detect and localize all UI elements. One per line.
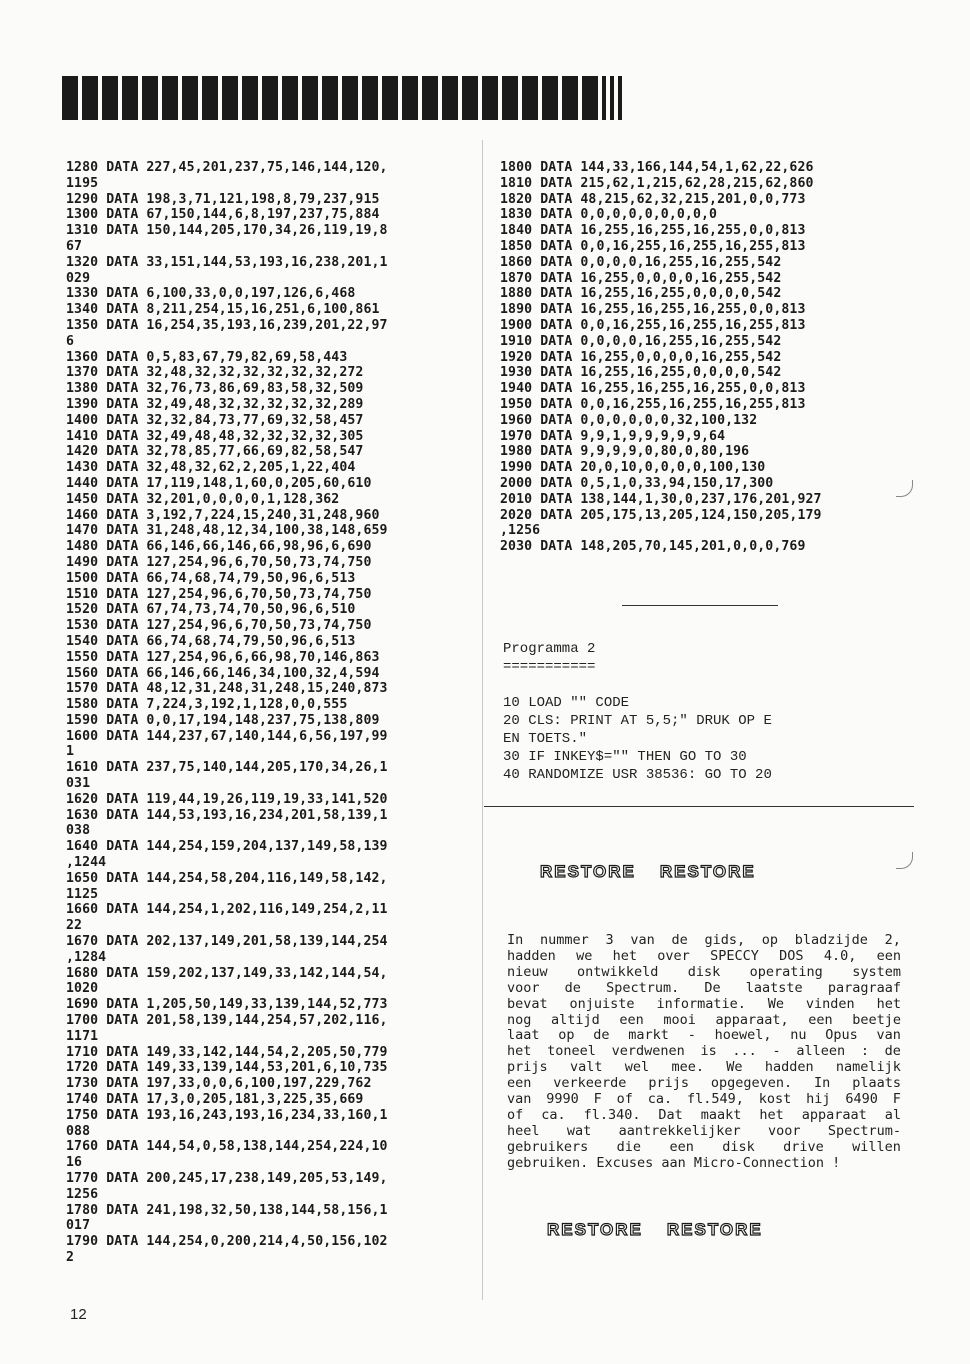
listing-line: 1810 DATA 215,62,1,215,62,28,215,62,860 <box>500 175 814 191</box>
article-line: heel wat aantrekkelijker voor Spectrum- <box>507 1122 901 1139</box>
header-block <box>182 76 198 120</box>
header-block <box>442 76 458 120</box>
restore-article-text <box>507 933 901 1172</box>
programma-2-underline: =========== <box>503 659 596 675</box>
listing-line: 1610 DATA 237,75,140,144,205,170,34,26,1 <box>66 760 388 776</box>
listing-line: 1820 DATA 48,215,62,32,215,201,0,0,773 <box>500 191 806 207</box>
listing-line: 1350 DATA 16,254,35,193,16,239,201,22,97 <box>66 317 388 333</box>
heading-word: RESTORE <box>666 1220 763 1239</box>
listing-line: 1530 DATA 127,254,96,6,70,50,73,74,750 <box>66 618 372 634</box>
header-block <box>542 76 558 120</box>
header-block <box>362 76 378 120</box>
article-line: het toneel verdwenen is ... - alleen : de <box>507 1043 901 1060</box>
listing-line: 1580 DATA 7,224,3,192,1,128,0,0,555 <box>66 697 348 713</box>
listing-line: 1560 DATA 66,146,66,146,34,100,32,4,594 <box>66 665 380 681</box>
listing-line: 1370 DATA 32,48,32,32,32,32,32,32,272 <box>66 365 364 381</box>
header-block <box>102 76 118 120</box>
header-block <box>582 76 598 120</box>
article-line: gebruikers die een disk drive willen <box>507 1138 901 1155</box>
listing-line: 1550 DATA 127,254,96,6,66,98,70,146,863 <box>66 649 380 665</box>
listing-line: 1590 DATA 0,0,17,194,148,237,75,138,809 <box>66 712 380 728</box>
listing-line: 1700 DATA 201,58,139,144,254,57,202,116, <box>66 1013 388 1029</box>
listing-line: ,1256 <box>500 523 541 539</box>
listing-line: 1670 DATA 202,137,149,201,58,139,144,254 <box>66 934 388 950</box>
heading-word: RESTORE <box>659 862 756 881</box>
listing-line: 2 <box>66 1249 75 1265</box>
header-block <box>142 76 158 120</box>
listing-line: 1320 DATA 33,151,144,53,193,16,238,201,1 <box>66 254 388 270</box>
listing-line: 1620 DATA 119,44,19,26,119,19,33,141,520 <box>66 791 388 807</box>
listing-line: 1290 DATA 198,3,71,121,198,8,79,237,915 <box>66 191 380 207</box>
header-block <box>602 76 606 120</box>
listing-line: 1310 DATA 150,144,205,170,34,26,119,19,8 <box>66 223 388 239</box>
listing-line: 1860 DATA 0,0,0,0,16,255,16,255,542 <box>500 254 782 270</box>
page-number: 12 <box>70 1306 87 1323</box>
listing-line: 2010 DATA 138,144,1,30,0,237,176,201,927 <box>500 491 822 507</box>
listing-line: 1800 DATA 144,33,166,144,54,1,62,22,626 <box>500 160 814 175</box>
column-divider <box>482 140 483 1300</box>
listing-line: 1970 DATA 9,9,1,9,9,9,9,9,64 <box>500 428 726 444</box>
code-line: EN TOETS." <box>503 731 588 747</box>
listing-line: 1400 DATA 32,32,84,73,77,69,32,58,457 <box>66 412 364 428</box>
header-block <box>82 76 98 120</box>
article-line: nog altijd een mooi apparaat, een beetje <box>507 1011 901 1028</box>
listing-line: 017 <box>66 1218 91 1234</box>
listing-line: 1630 DATA 144,53,193,16,234,201,58,139,1 <box>66 807 388 823</box>
listing-line: 1330 DATA 6,100,33,0,0,197,126,6,468 <box>66 286 356 302</box>
restore-heading-top <box>528 862 768 882</box>
header-block <box>262 76 278 120</box>
listing-line: 1840 DATA 16,255,16,255,16,255,0,0,813 <box>500 223 806 239</box>
article-line: gebruiken. Excuses aan Micro-Connection ! <box>507 1154 841 1171</box>
listing-line: 1280 DATA 227,45,201,237,75,146,144,120, <box>66 160 388 175</box>
listing-line: 1910 DATA 0,0,0,0,16,255,16,255,542 <box>500 333 782 349</box>
header-block <box>322 76 338 120</box>
programma-2-block <box>503 640 772 784</box>
header-block <box>282 76 298 120</box>
header-decorative-bar <box>62 76 682 120</box>
listing-line: 1680 DATA 159,202,137,149,33,142,144,54, <box>66 965 388 981</box>
listing-line: 1390 DATA 32,49,48,32,32,32,32,32,289 <box>66 396 364 412</box>
header-block <box>502 76 518 120</box>
article-line: of ca. fl.340. Dat maakt het apparaat al <box>507 1106 901 1123</box>
listing-line: 1650 DATA 144,254,58,204,116,149,58,142, <box>66 870 388 886</box>
heading-word: RESTORE <box>547 1220 643 1239</box>
listing-line: 1520 DATA 67,74,73,74,70,50,96,6,510 <box>66 602 356 618</box>
article-line: voor de Spectrum. De laatste paragraaf <box>507 979 901 996</box>
listing-line: 1830 DATA 0,0,0,0,0,0,0,0,0 <box>500 207 718 223</box>
code-line: 10 LOAD "" CODE <box>503 695 630 711</box>
header-block <box>342 76 358 120</box>
listing-line: 1920 DATA 16,255,0,0,0,0,16,255,542 <box>500 349 782 365</box>
listing-line: 031 <box>66 776 91 792</box>
header-block <box>242 76 258 120</box>
header-block <box>122 76 138 120</box>
listing-line: 1256 <box>66 1186 99 1202</box>
listing-line: 1171 <box>66 1028 99 1044</box>
listing-line: 1780 DATA 241,198,32,50,138,144,58,156,1 <box>66 1202 388 1218</box>
listing-line: 1 <box>66 744 75 760</box>
listing-line: 029 <box>66 270 91 286</box>
programma-2-title: Programma 2 <box>503 641 596 657</box>
listing-line: 1360 DATA 0,5,83,67,79,82,69,58,443 <box>66 349 348 365</box>
section-rule-wide <box>484 806 914 807</box>
listing-line: 1420 DATA 32,78,85,77,66,69,82,58,547 <box>66 444 364 460</box>
article-line: prijs valt wel mee. We hadden namelijk <box>507 1059 901 1076</box>
listing-line: 088 <box>66 1123 91 1139</box>
header-block <box>162 76 178 120</box>
listing-line: 1125 <box>66 886 99 902</box>
listing-line: 1750 DATA 193,16,243,193,16,234,33,160,1 <box>66 1107 388 1123</box>
listing-line: 6 <box>66 333 75 349</box>
listing-line: 1380 DATA 32,76,73,86,69,83,58,32,509 <box>66 381 364 397</box>
programma-2-code <box>503 694 772 784</box>
listing-line: 1540 DATA 66,74,68,74,79,50,96,6,513 <box>66 633 356 649</box>
article-line: nieuw ontwikkeld disk operating system <box>507 963 901 980</box>
listing-line: 1890 DATA 16,255,16,255,16,255,0,0,813 <box>500 302 806 318</box>
article-line: In nummer 3 van de gids, op bladzijde 2, <box>507 932 901 948</box>
listing-line: 1600 DATA 144,237,67,140,144,6,56,197,99 <box>66 728 388 744</box>
listing-line: 1980 DATA 9,9,9,9,0,80,0,80,196 <box>500 444 750 460</box>
header-block <box>610 76 614 120</box>
header-block <box>402 76 418 120</box>
listing-line: 2030 DATA 148,205,70,145,201,0,0,0,769 <box>500 539 806 555</box>
listing-line: 1640 DATA 144,254,159,204,137,149,58,139 <box>66 839 388 855</box>
listing-line: 1440 DATA 17,119,148,1,60,0,205,60,610 <box>66 475 372 491</box>
listing-line: 1195 <box>66 175 99 191</box>
heading-word: RESTORE <box>540 862 636 881</box>
listing-line: ,1244 <box>66 855 107 871</box>
header-block <box>618 76 622 120</box>
header-block <box>522 76 538 120</box>
listing-line: 1730 DATA 197,33,0,0,6,100,197,229,762 <box>66 1076 372 1092</box>
listing-line: 1410 DATA 32,49,48,48,32,32,32,32,305 <box>66 428 364 444</box>
listing-line: 1300 DATA 67,150,144,6,8,197,237,75,884 <box>66 207 380 223</box>
header-block <box>462 76 478 120</box>
article-line: bevat onjuiste informatie. We vinden het <box>507 995 901 1012</box>
listing-line: 1500 DATA 66,74,68,74,79,50,96,6,513 <box>66 570 356 586</box>
listing-line: 1020 <box>66 981 99 997</box>
basic-listing-right <box>500 160 920 555</box>
listing-line: 1790 DATA 144,254,0,200,214,4,50,156,102 <box>66 1234 388 1250</box>
listing-line: 1480 DATA 66,146,66,146,66,98,96,6,690 <box>66 539 372 555</box>
listing-line: 1990 DATA 20,0,10,0,0,0,0,100,130 <box>500 460 766 476</box>
listing-line: 1950 DATA 0,0,16,255,16,255,16,255,813 <box>500 396 806 412</box>
code-line: 20 CLS: PRINT AT 5,5;" DRUK OP E <box>503 713 772 729</box>
listing-line: 2020 DATA 205,175,13,205,124,150,205,179 <box>500 507 822 523</box>
header-block <box>202 76 218 120</box>
listing-line: 1930 DATA 16,255,16,255,0,0,0,0,542 <box>500 365 782 381</box>
listing-line: 1570 DATA 48,12,31,248,31,248,15,240,873 <box>66 681 388 697</box>
listing-line: 67 <box>66 238 83 254</box>
basic-listing-left <box>66 160 466 1266</box>
listing-line: 038 <box>66 823 91 839</box>
listing-line: 1510 DATA 127,254,96,6,70,50,73,74,750 <box>66 586 372 602</box>
listing-line: 1870 DATA 16,255,0,0,0,0,16,255,542 <box>500 270 782 286</box>
code-line: 30 IF INKEY$="" THEN GO TO 30 <box>503 749 747 765</box>
code-line: 40 RANDOMIZE USR 38536: GO TO 20 <box>503 767 772 783</box>
listing-line: 2000 DATA 0,5,1,0,33,94,150,17,300 <box>500 475 774 491</box>
listing-line: 1490 DATA 127,254,96,6,70,50,73,74,750 <box>66 554 372 570</box>
listing-line: ,1284 <box>66 949 107 965</box>
binder-hole-mark <box>896 852 913 869</box>
header-block <box>482 76 498 120</box>
header-block <box>422 76 438 120</box>
listing-line: 1940 DATA 16,255,16,255,16,255,0,0,813 <box>500 381 806 397</box>
listing-line: 1850 DATA 0,0,16,255,16,255,16,255,813 <box>500 238 806 254</box>
listing-line: 1760 DATA 144,54,0,58,138,144,254,224,10 <box>66 1139 388 1155</box>
listing-line: 1430 DATA 32,48,32,62,2,205,1,22,404 <box>66 460 356 476</box>
header-block <box>382 76 398 120</box>
listing-line: 1660 DATA 144,254,1,202,116,149,254,2,11 <box>66 902 388 918</box>
listing-line: 1770 DATA 200,245,17,238,149,205,53,149, <box>66 1171 388 1186</box>
header-block <box>562 76 578 120</box>
listing-line: 22 <box>66 918 83 934</box>
article-line: van 9990 F of ca. fl.549, kost hij 6490 F <box>507 1091 901 1108</box>
header-block <box>302 76 318 120</box>
listing-line: 1460 DATA 3,192,7,224,15,240,31,248,960 <box>66 507 380 523</box>
listing-line: 1960 DATA 0,0,0,0,0,0,32,100,132 <box>500 412 758 428</box>
listing-line: 1470 DATA 31,248,48,12,34,100,38,148,659 <box>66 523 388 539</box>
header-block <box>222 76 238 120</box>
listing-line: 1900 DATA 0,0,16,255,16,255,16,255,813 <box>500 317 806 333</box>
listing-line: 1710 DATA 149,33,142,144,54,2,205,50,779 <box>66 1044 388 1060</box>
listing-line: 1740 DATA 17,3,0,205,181,3,225,35,669 <box>66 1092 364 1108</box>
listing-line: 1450 DATA 32,201,0,0,0,0,1,128,362 <box>66 491 340 507</box>
article-line: hadden we het over SPECCY DOS 4.0, een <box>507 947 901 964</box>
article-line: een verkeerde prijs opgegeven. In plaats <box>507 1075 901 1092</box>
header-block <box>62 76 78 120</box>
article-line: laat op de markt - hoewel, nu Opus van <box>507 1027 901 1044</box>
section-rule <box>622 605 778 606</box>
listing-line: 1690 DATA 1,205,50,149,33,139,144,52,773 <box>66 997 388 1013</box>
listing-line: 1340 DATA 8,211,254,15,16,251,6,100,861 <box>66 302 380 318</box>
listing-line: 1720 DATA 149,33,139,144,53,201,6,10,735 <box>66 1060 388 1076</box>
listing-line: 1880 DATA 16,255,16,255,0,0,0,0,542 <box>500 286 782 302</box>
restore-heading-bottom <box>535 1220 775 1240</box>
listing-line: 16 <box>66 1155 83 1171</box>
